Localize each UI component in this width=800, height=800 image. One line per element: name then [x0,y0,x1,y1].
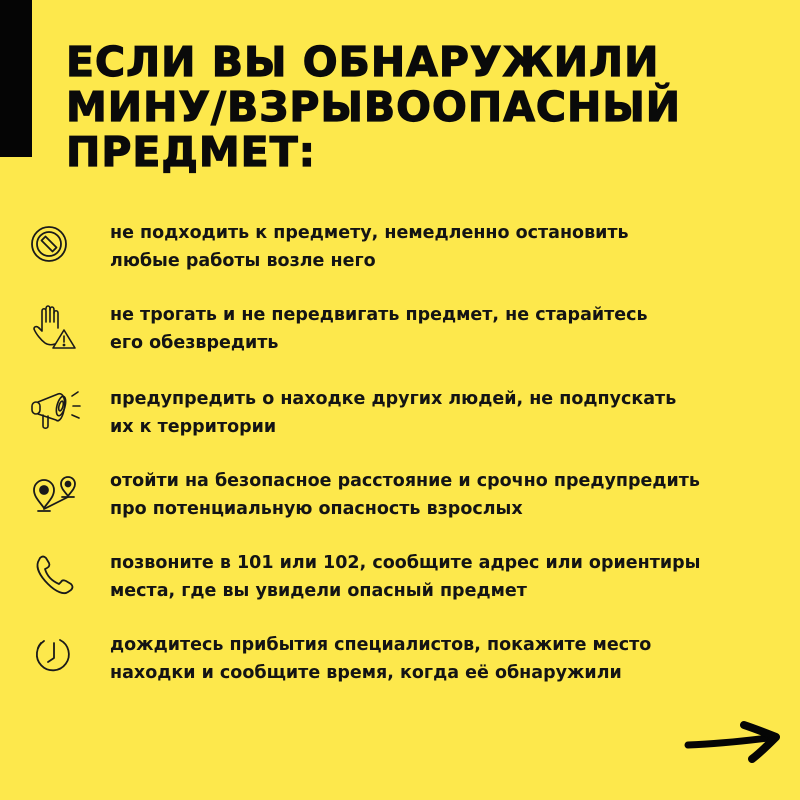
list-item [0,464,800,524]
list-item [0,298,800,358]
hand-warning-icon [28,298,84,354]
item-text-line: не подходить к предмету, немедленно остановить [110,223,629,243]
title-line-1: ЕСЛИ ВЫ ОБНАРУЖИЛИ [66,38,660,86]
title-line-2: МИНУ/ВЗРЫВООПАСНЫЙ [66,83,682,131]
list-item [0,546,800,606]
item-text-line: его обезвредить [110,333,279,353]
item-text-line: про потенциальную опасность взрослых [110,499,523,519]
item-text [110,301,648,357]
megaphone-icon [28,382,84,438]
item-text-line: любые работы возле него [110,251,376,271]
title-line-3: ПРЕДМЕТ: [66,128,317,176]
list-item [0,628,800,688]
item-text [110,467,700,523]
item-text [110,631,651,687]
arrow-right-icon [684,715,784,765]
list-item [0,382,800,442]
item-text [110,385,676,441]
page-title [66,40,681,175]
item-text-line: места, где вы увидели опасный предмет [110,581,527,601]
item-text-line: их к территории [110,417,277,437]
item-text-line: дождитесь прибытия специалистов, покажите место [110,635,652,655]
item-text-line: позвоните в 101 или 102, сообщите адрес или ориентиры [110,553,701,573]
phone-icon [28,546,84,602]
item-text [110,549,700,605]
clock-icon [28,628,84,684]
accent-bar [0,0,32,157]
next-slide-button[interactable] [684,715,784,765]
list-item [0,216,800,276]
no-entry-icon [28,216,84,272]
location-route-icon [28,464,84,520]
item-text-line: находки и сообщите время, когда её обнаружили [110,663,622,683]
item-text [110,219,629,275]
item-text-line: отойти на безопасное расстояние и срочно предупредить [110,471,700,491]
item-text-line: предупредить о находке других людей, не подпускать [110,389,677,409]
item-text-line: не трогать и не передвигать предмет, не старайтесь [110,305,648,325]
